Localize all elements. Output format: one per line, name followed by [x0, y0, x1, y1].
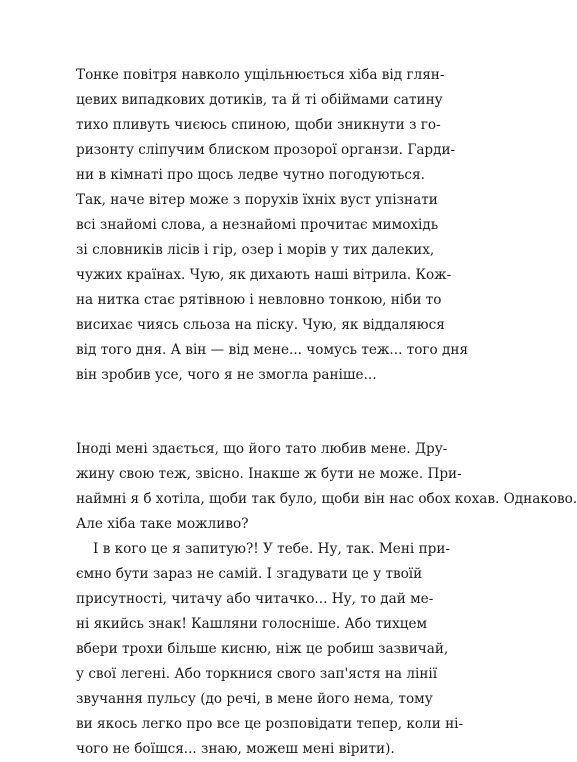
text-line: вбери трохи більше кисню, ніж це робиш зазвичай,: [76, 641, 449, 657]
text-line: ємно бути зараз не самій. І згадувати це у твоїй: [76, 566, 423, 582]
text-line: звучання пульсу (до речі, в мене його нема, тому: [76, 691, 433, 707]
text-line: цевих випадкових дотиків, та й ті обіймами сатину: [76, 92, 443, 108]
text-line: наймні я б хотіла, щоби так було, щоби він нас обох кохав. Однаково.: [76, 491, 577, 507]
text-line: ви якось легко про все це розповідати тепер, коли ні-: [76, 716, 464, 732]
text-line: всі знайомі слова, а незнайомі прочитає мимохідь: [76, 217, 439, 233]
text-line: Так, наче вітер може з порухів їхніх вуст упізнати: [76, 192, 438, 208]
text-line: присутності, читачу або читачко... Ну, то дай ме-: [76, 591, 434, 607]
text-line: І в кого це я запитую?! У тебе. Ну, так. Мені при-: [93, 541, 450, 557]
text-line: ризонту сліпучим блиском прозорої органзи. Гарди-: [76, 142, 456, 158]
text-line: чужих країнах. Чую, як дихають наші вітрила. Кож-: [76, 267, 452, 283]
text-line: зі словників лісів і гір, озер і морів у тих далеких,: [76, 242, 435, 258]
text-line: висихає чиясь сльоза на піску. Чую, як віддаляюся: [76, 317, 445, 333]
text-line: ни в кімнаті про щось ледве чутно погодуються.: [76, 167, 425, 183]
text-line: на нитка стає рятівною і невловно тонкою, ніби то: [76, 292, 442, 308]
text-line: він зробив усе, чого я не змогла раніше...: [76, 367, 377, 383]
text-line: ні якийсь знак! Кашляни голосніше. Або тихцем: [76, 616, 428, 632]
text-line: тихо пливуть чиєюсь спиною, щоби зникнути з го-: [76, 117, 441, 133]
text-line: Але хіба таке можливо?: [76, 516, 249, 532]
text-line: Тонке повітря навколо ущільнюється хіба від глян-: [76, 67, 445, 83]
text-line: у свої легені. Або торкнися свого зап'ястя на лінії: [76, 666, 438, 682]
book-page: [76, 0, 577, 762]
text-line: чого не боїшся... знаю, можеш мені вірити).: [76, 741, 395, 757]
text-line: жину свою теж, звісно. Інакше ж бути не може. При-: [76, 466, 462, 482]
text-line: від того дня. А він — від мене... чомусь теж... того дня: [76, 342, 469, 358]
text-line: Іноді мені здається, що його тато любив мене. Дру-: [76, 441, 448, 457]
